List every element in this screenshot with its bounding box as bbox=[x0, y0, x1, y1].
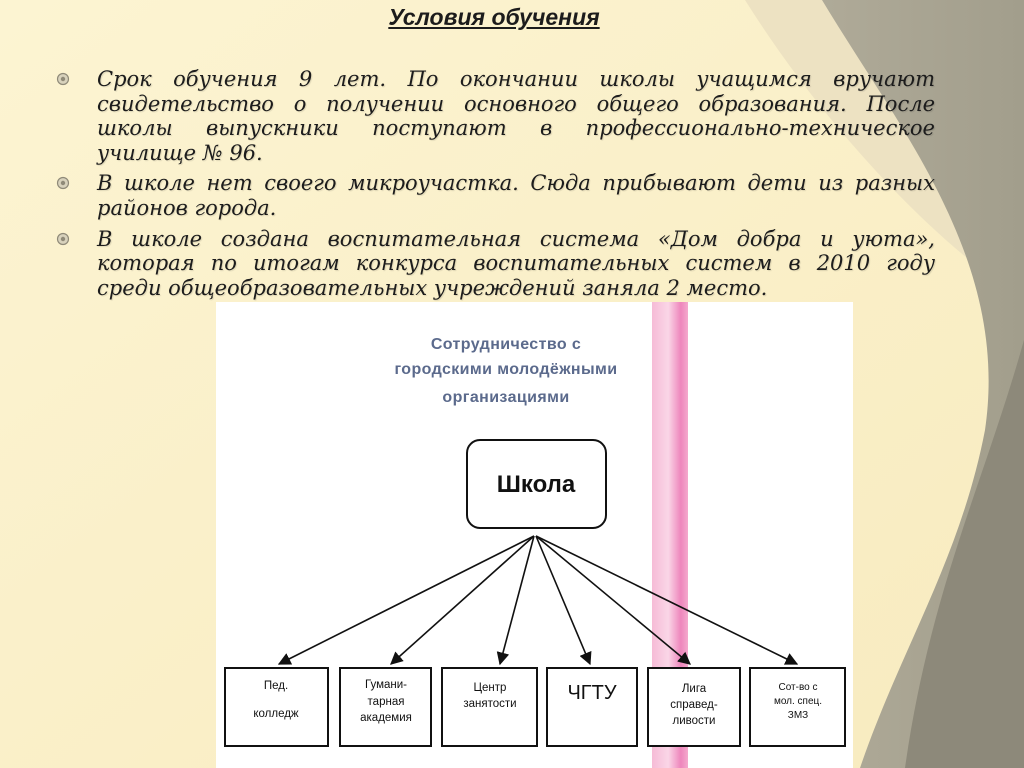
diagram-title-line: организациями bbox=[442, 389, 570, 406]
partner-label-line: Пед. bbox=[263, 680, 289, 692]
partner-box bbox=[547, 668, 637, 746]
bullet-item bbox=[97, 227, 935, 301]
bullet-text-line: В школе нет своего микроучастка. Сюда прибывают дети из разных bbox=[97, 171, 935, 196]
partner-label-line: ливости bbox=[672, 715, 716, 727]
arrow-to-partner bbox=[536, 536, 590, 664]
bullet-item bbox=[97, 67, 935, 165]
bullet-icon bbox=[56, 232, 70, 246]
cooperation-diagram bbox=[216, 302, 853, 768]
partner-label-line: мол. спец. bbox=[773, 696, 823, 707]
bullet-text-line: школы выпускники поступают в профессионально-техническое bbox=[97, 116, 935, 141]
bullet-text-line: среди общеобразовательных учреждений заняла 2 место. bbox=[97, 275, 768, 300]
diagram-canvas bbox=[216, 302, 853, 768]
partner-label-line: Лига bbox=[681, 683, 707, 695]
arrow-to-partner bbox=[500, 536, 534, 664]
bullet-icon bbox=[56, 176, 70, 190]
partner-box bbox=[750, 668, 845, 746]
bullet-text-line: районов города. bbox=[97, 195, 277, 220]
partner-label-line: справед- bbox=[670, 699, 718, 711]
partner-label-line: академия bbox=[360, 712, 412, 724]
bullet-text-line: В школе создана воспитательная система «Дом добра и уюта», bbox=[97, 226, 935, 251]
diagram-title-line: городскими молодёжными bbox=[394, 361, 618, 378]
arrow-to-partner bbox=[391, 536, 534, 664]
partner-label-line: тарная bbox=[367, 696, 405, 708]
partner-label-line: Гумани- bbox=[365, 679, 407, 691]
partner-label-line: Сот-во с bbox=[778, 682, 818, 693]
bullet-text-line: училище № 96. bbox=[97, 140, 263, 165]
bullet-text-line: которая по итогам конкурса воспитательных систем в 2010 году bbox=[97, 251, 935, 276]
partner-label-line: ЧГТУ bbox=[567, 682, 617, 704]
partner-label-line: колледж bbox=[253, 708, 299, 720]
slide-title: Условия обучения bbox=[388, 4, 600, 30]
bullet-text-line: Срок обучения 9 лет. По окончании школы учащимся вручают bbox=[97, 67, 935, 91]
bullet-item bbox=[97, 171, 935, 220]
diagram-title-line: Сотрудничество с bbox=[430, 336, 582, 353]
bullet-list bbox=[97, 67, 935, 306]
bullet-text-line: свидетельство о получении основного общего образования. После bbox=[97, 91, 935, 116]
partner-label-line: Центр bbox=[473, 682, 507, 694]
arrow-to-partner bbox=[279, 536, 534, 664]
partner-label-line: ЗМЗ bbox=[787, 710, 809, 721]
bullet-icon bbox=[56, 72, 70, 86]
school-label: Школа bbox=[496, 471, 576, 498]
partner-label-line: занятости bbox=[463, 698, 517, 710]
